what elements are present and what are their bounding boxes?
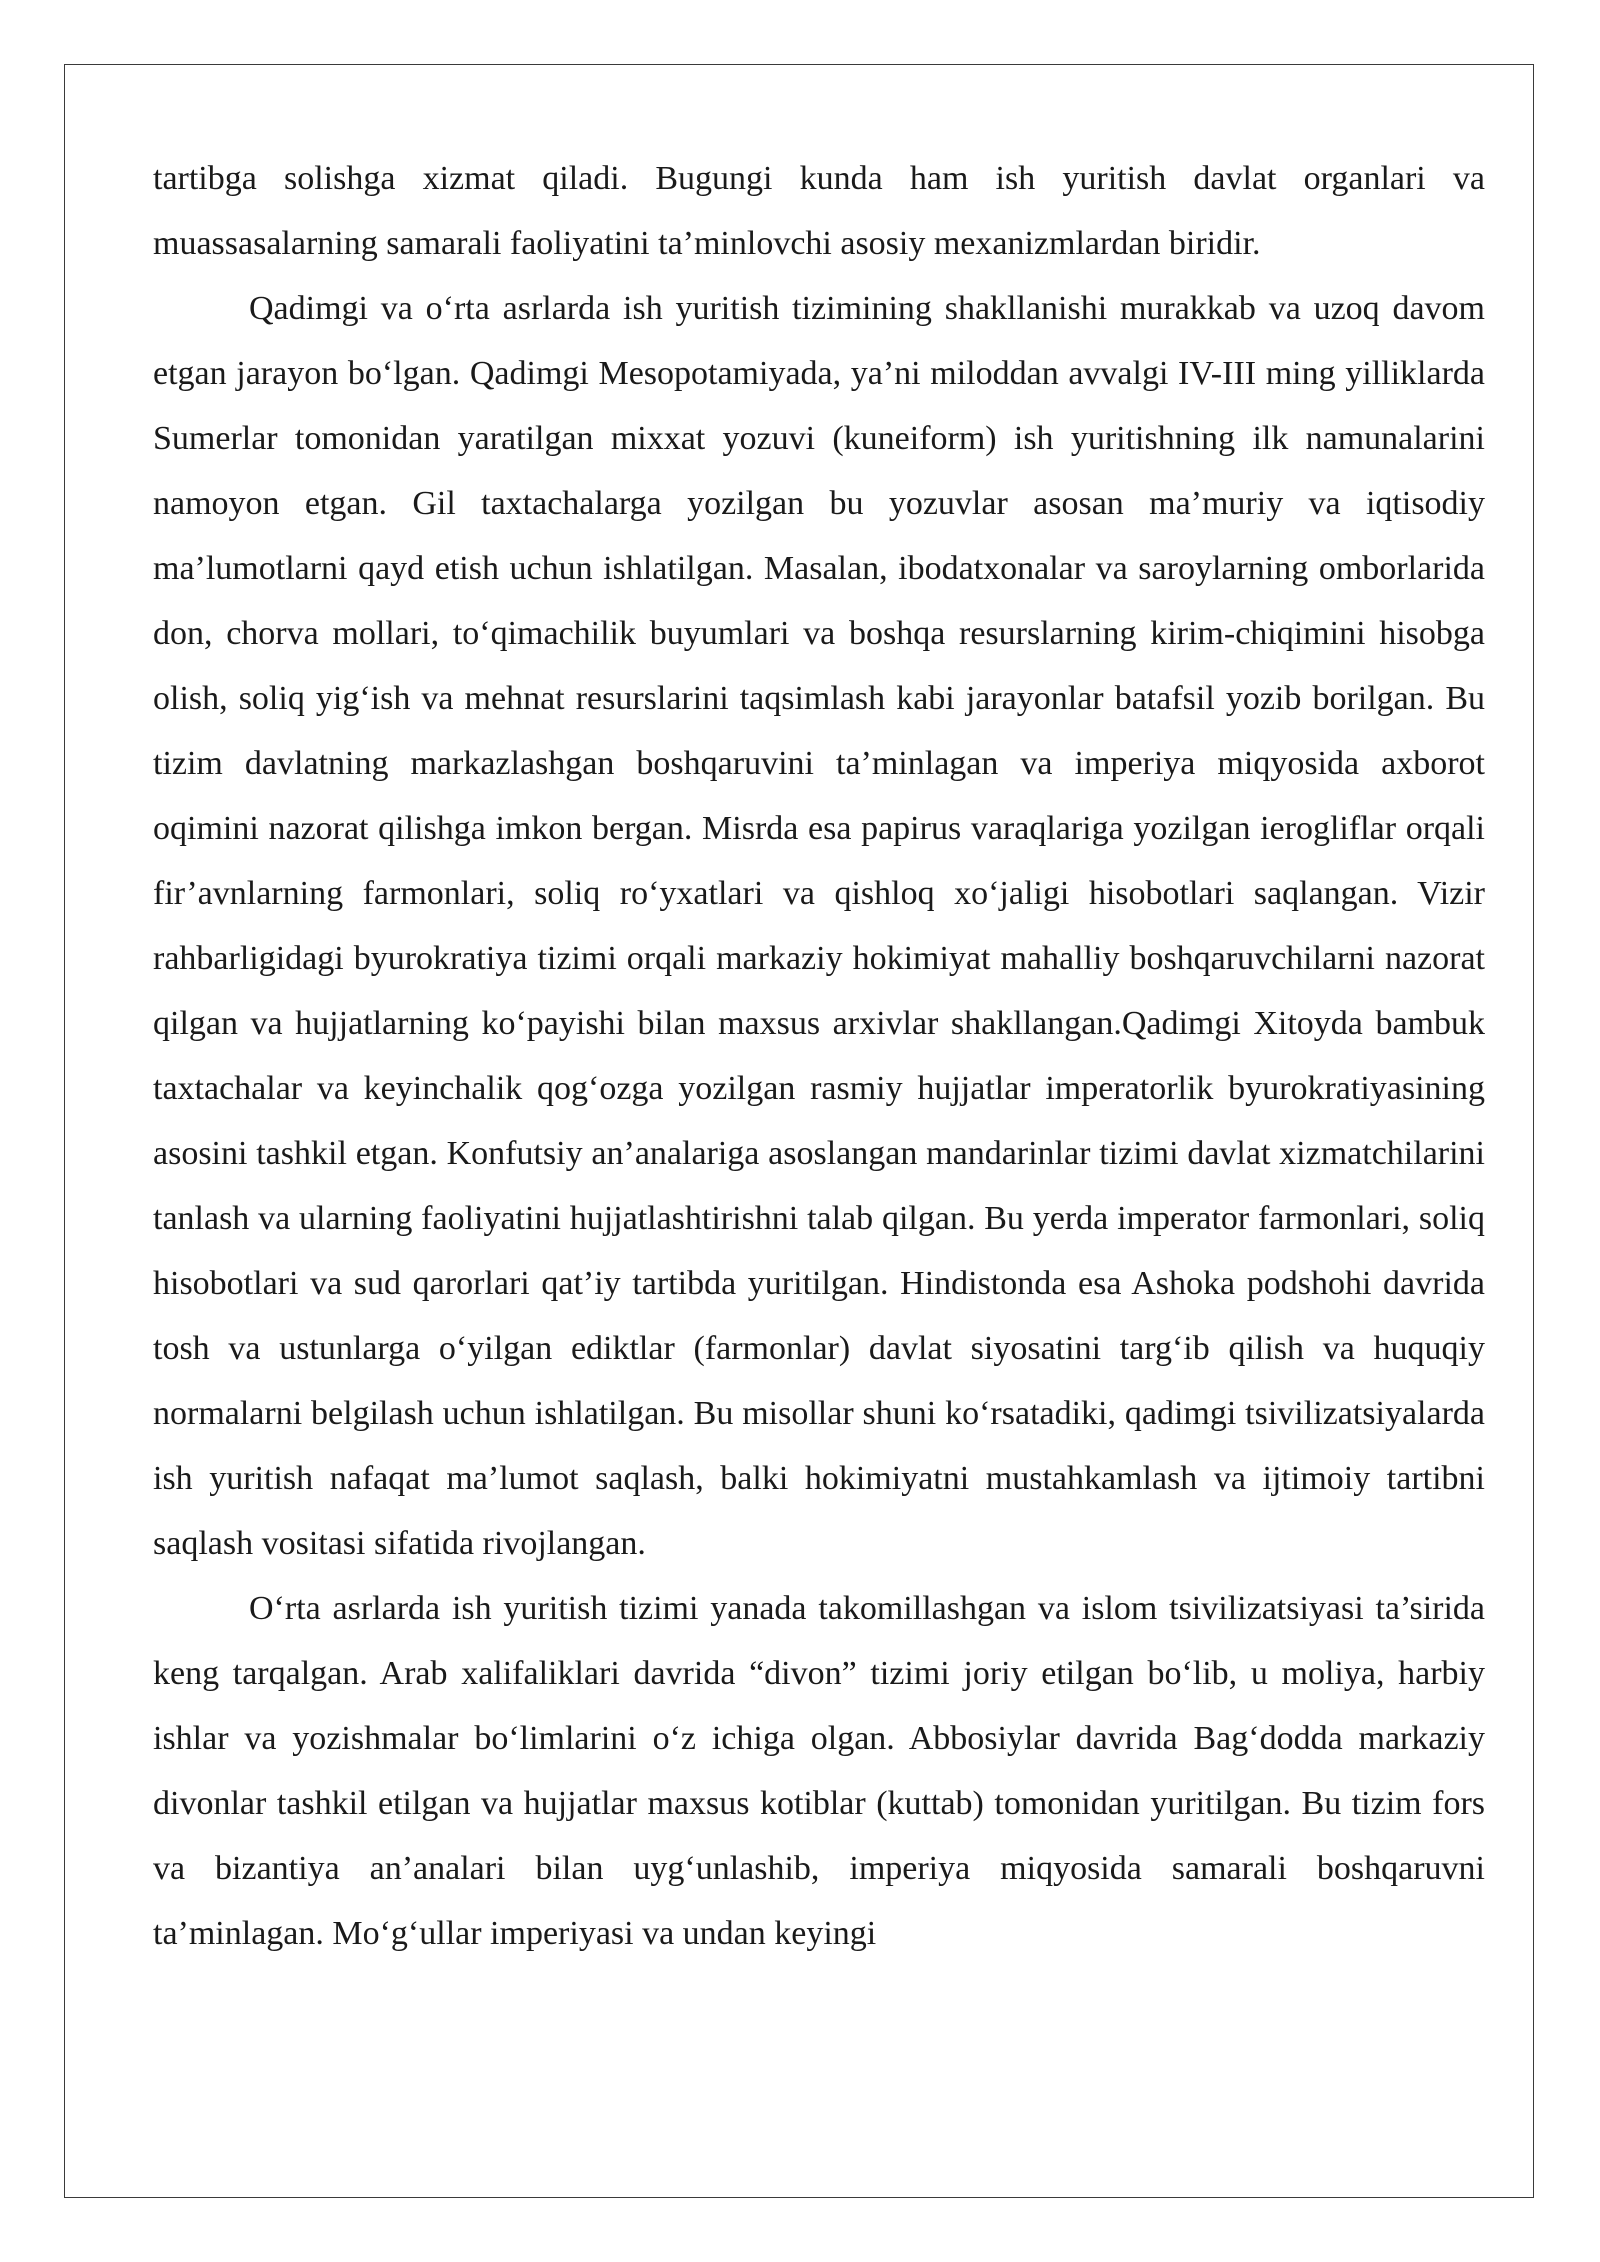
paragraph-ancient-record-keeping: Qadimgi va o‘rta asrlarda ish yuritish tizimining shakllanishi murakkab va uzoq davom etgan jarayon bo‘lgan. Qadimgi Mesopotamiyada, ya’ni miloddan avvalgi IV-III ming yilliklarda Sumerlar tomonidan yaratilgan mixxat yozuvi (kuneiform) ish yuritishning ilk namunalarini namoyon etgan. Gil taxtachalarga yozilgan bu yozuvlar asosan ma’muriy va iqtisodiy ma’lumotlarni qayd etish uchun ishlatilgan. Masalan, ibodatxonalar va saroylarning omborlarida don, chorva mollari, to‘qimachilik buyumlari va boshqa resurslarning kirim-chiqimini hisobga olish, soliq yig‘ish va mehnat resurslarini taqsimlash kabi jarayonlar batafsil yozib borilgan. Bu tizim davlatning markazlashgan boshqaruvini ta’minlagan va imperiya miqyosida axborot oqimini nazorat qilishga imkon bergan. Misrda esa papirus varaqlariga yozilgan ierogliflar orqali fir’avnlarning farmonlari, soliq ro‘yxatlari va qishloq xo‘jaligi hisobotlari saqlangan. Vizir rahbarligidagi byurokratiya tizimi orqali markaziy hokimiyat mahalliy boshqaruvchilarni nazorat qilgan va hujjatlarning ko‘payishi bilan maxsus arxivlar shakllangan.Qadimgi Xitoyda bambuk taxtachalar va keyinchalik qog‘ozga yozilgan rasmiy hujjatlar imperatorlik byurokratiyasining asosini tashkil etgan. Konfutsiy an’analariga asoslangan mandarinlar tizimi davlat xizmatchilarini tanlash va ularning faoliyatini hujjatlashtirishni talab qilgan. Bu yerda imperator farmonlari, soliq hisobotlari va sud qarorlari qat’iy tartibda yuritilgan. Hindistonda esa Ashoka podshohi davrida tosh va ustunlarga o‘yilgan ediktlar (farmonlar) davlat siyosatini targ‘ib qilish va huquqiy normalarni belgilash uchun ishlatilgan. Bu misollar shuni ko‘rsatadiki, qadimgi tsivilizatsiyalarda ish yuritish nafaqat ma’lumot saqlash, balki hokimiyatni mustahkamlash va ijtimoiy tartibni saqlash vositasi sifatida rivojlangan. xyxy=(153,290,1485,1562)
paragraph-medieval-record-keeping: O‘rta asrlarda ish yuritish tizimi yanada takomillashgan va islom tsivilizatsiyasi ta’sirida keng tarqalgan. Arab xalifaliklari davrida “divon” tizimi joriy etilgan bo‘lib, u moliya, harbiy ishlar va yozishmalar bo‘limlarini o‘z ichiga olgan. Abbosiylar davrida Bag‘dodda markaziy divonlar tashkil etilgan va hujjatlar maxsus kotiblar (kuttab) tomonidan yuritilgan. Bu tizim fors va bizantiya an’analari bilan uyg‘unlashib, imperiya miqyosida samarali boshqaruvni ta’minlagan. Mo‘g‘ullar imperiyasi va undan keyingi xyxy=(153,1590,1485,1952)
document-body xyxy=(153,146,1485,1966)
paragraph-continuation: tartibga solishga xizmat qiladi. Bugungi kunda ham ish yuritish davlat organlari va muassasalarning samarali faoliyatini ta’minlovchi asosiy mexanizmlardan biridir. xyxy=(153,160,1485,262)
